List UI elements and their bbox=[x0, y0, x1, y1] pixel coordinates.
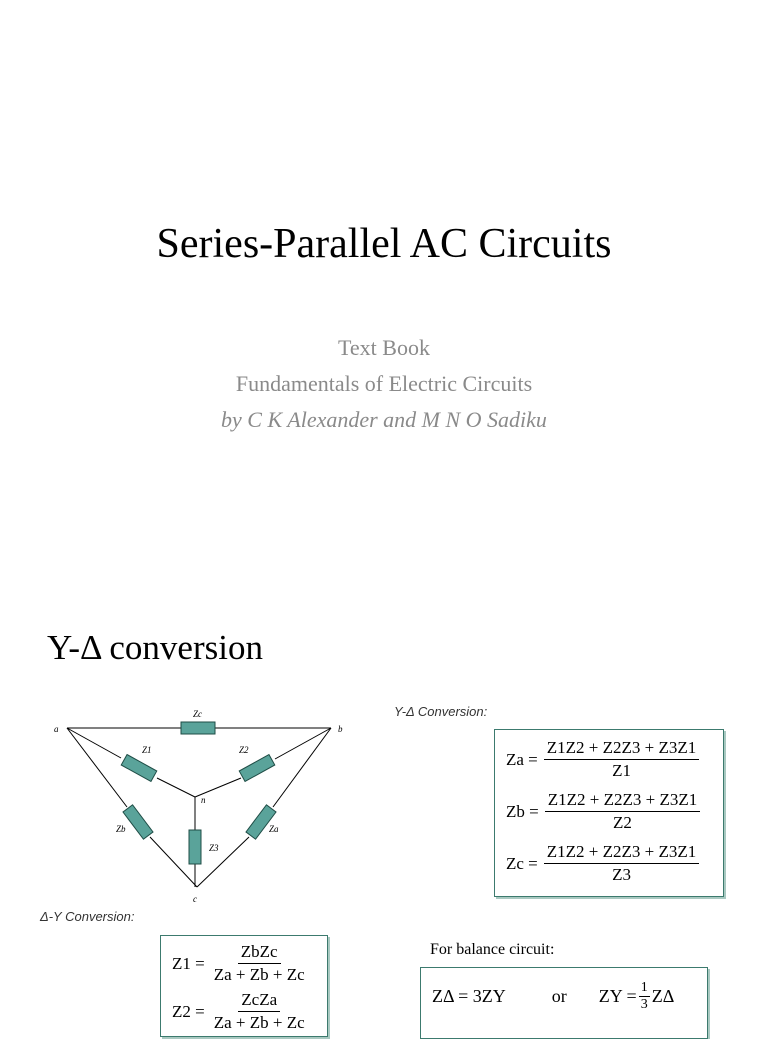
equation-zb: Zb = $\frac{Z1Z2 + Z2Z3 + Z3Z1}{Z2}$ bbox=[506, 790, 700, 833]
label-za: Za bbox=[269, 824, 279, 834]
equation-za: Za = $\frac{Z1Z2 + Z2Z3 + Z3Z1}{Z1}$ bbox=[506, 738, 699, 781]
wye-delta-diagram bbox=[50, 704, 350, 909]
conversion-heading: Y-Δ conversion bbox=[47, 628, 263, 667]
node-b: b bbox=[338, 724, 343, 734]
resistor-z2 bbox=[239, 755, 275, 782]
textbook-authors: by C K Alexander and M N O Sadiku bbox=[221, 407, 547, 432]
node-c: c bbox=[193, 894, 197, 904]
resistor-za bbox=[246, 805, 276, 839]
one-third-fraction: $\frac{1}{3}$ bbox=[640, 980, 648, 1012]
node-a: a bbox=[54, 724, 59, 734]
balance-circuit-label: For balance circuit: bbox=[430, 941, 555, 958]
balance-eq-wye-rhs: ZΔ bbox=[651, 986, 675, 1006]
node-n: n bbox=[201, 795, 206, 805]
equation-z1: Z1 = $\frac{\text{ZbZc}}{Za + Zb + Zc}$ bbox=[172, 942, 305, 984]
label-zb: Zb bbox=[116, 824, 126, 834]
equation-zc: Zc = $\frac{Z1Z2 + Z2Z3 + Z3Z1}{Z3}$ bbox=[506, 842, 699, 885]
delta-to-wye-caption: Δ-Y Conversion: bbox=[40, 909, 135, 924]
balance-eq-delta: ZΔ = 3ZY bbox=[432, 986, 506, 1006]
slide-title: Series-Parallel AC Circuits bbox=[156, 221, 612, 267]
balance-eq-wye-lhs: ZY = bbox=[598, 986, 637, 1006]
label-z3: Z3 bbox=[209, 843, 219, 853]
wye-to-delta-caption: Y-Δ Conversion: bbox=[394, 704, 488, 719]
balance-equation bbox=[432, 980, 674, 1013]
textbook-label: Text Book bbox=[338, 335, 430, 360]
resistor-zc bbox=[181, 722, 215, 734]
resistor-zb bbox=[123, 805, 153, 839]
equation-z2: Z2 = $\frac{\text{ZcZa}}{Za + Zb + Zc}$ bbox=[172, 990, 305, 1032]
resistor-z1 bbox=[121, 755, 157, 782]
label-z1: Z1 bbox=[142, 745, 152, 755]
label-z2: Z2 bbox=[239, 745, 249, 755]
label-zc: Zc bbox=[193, 709, 202, 719]
resistor-z3 bbox=[189, 830, 201, 864]
balance-or: or bbox=[551, 986, 567, 1006]
textbook-title: Fundamentals of Electric Circuits bbox=[235, 371, 533, 396]
